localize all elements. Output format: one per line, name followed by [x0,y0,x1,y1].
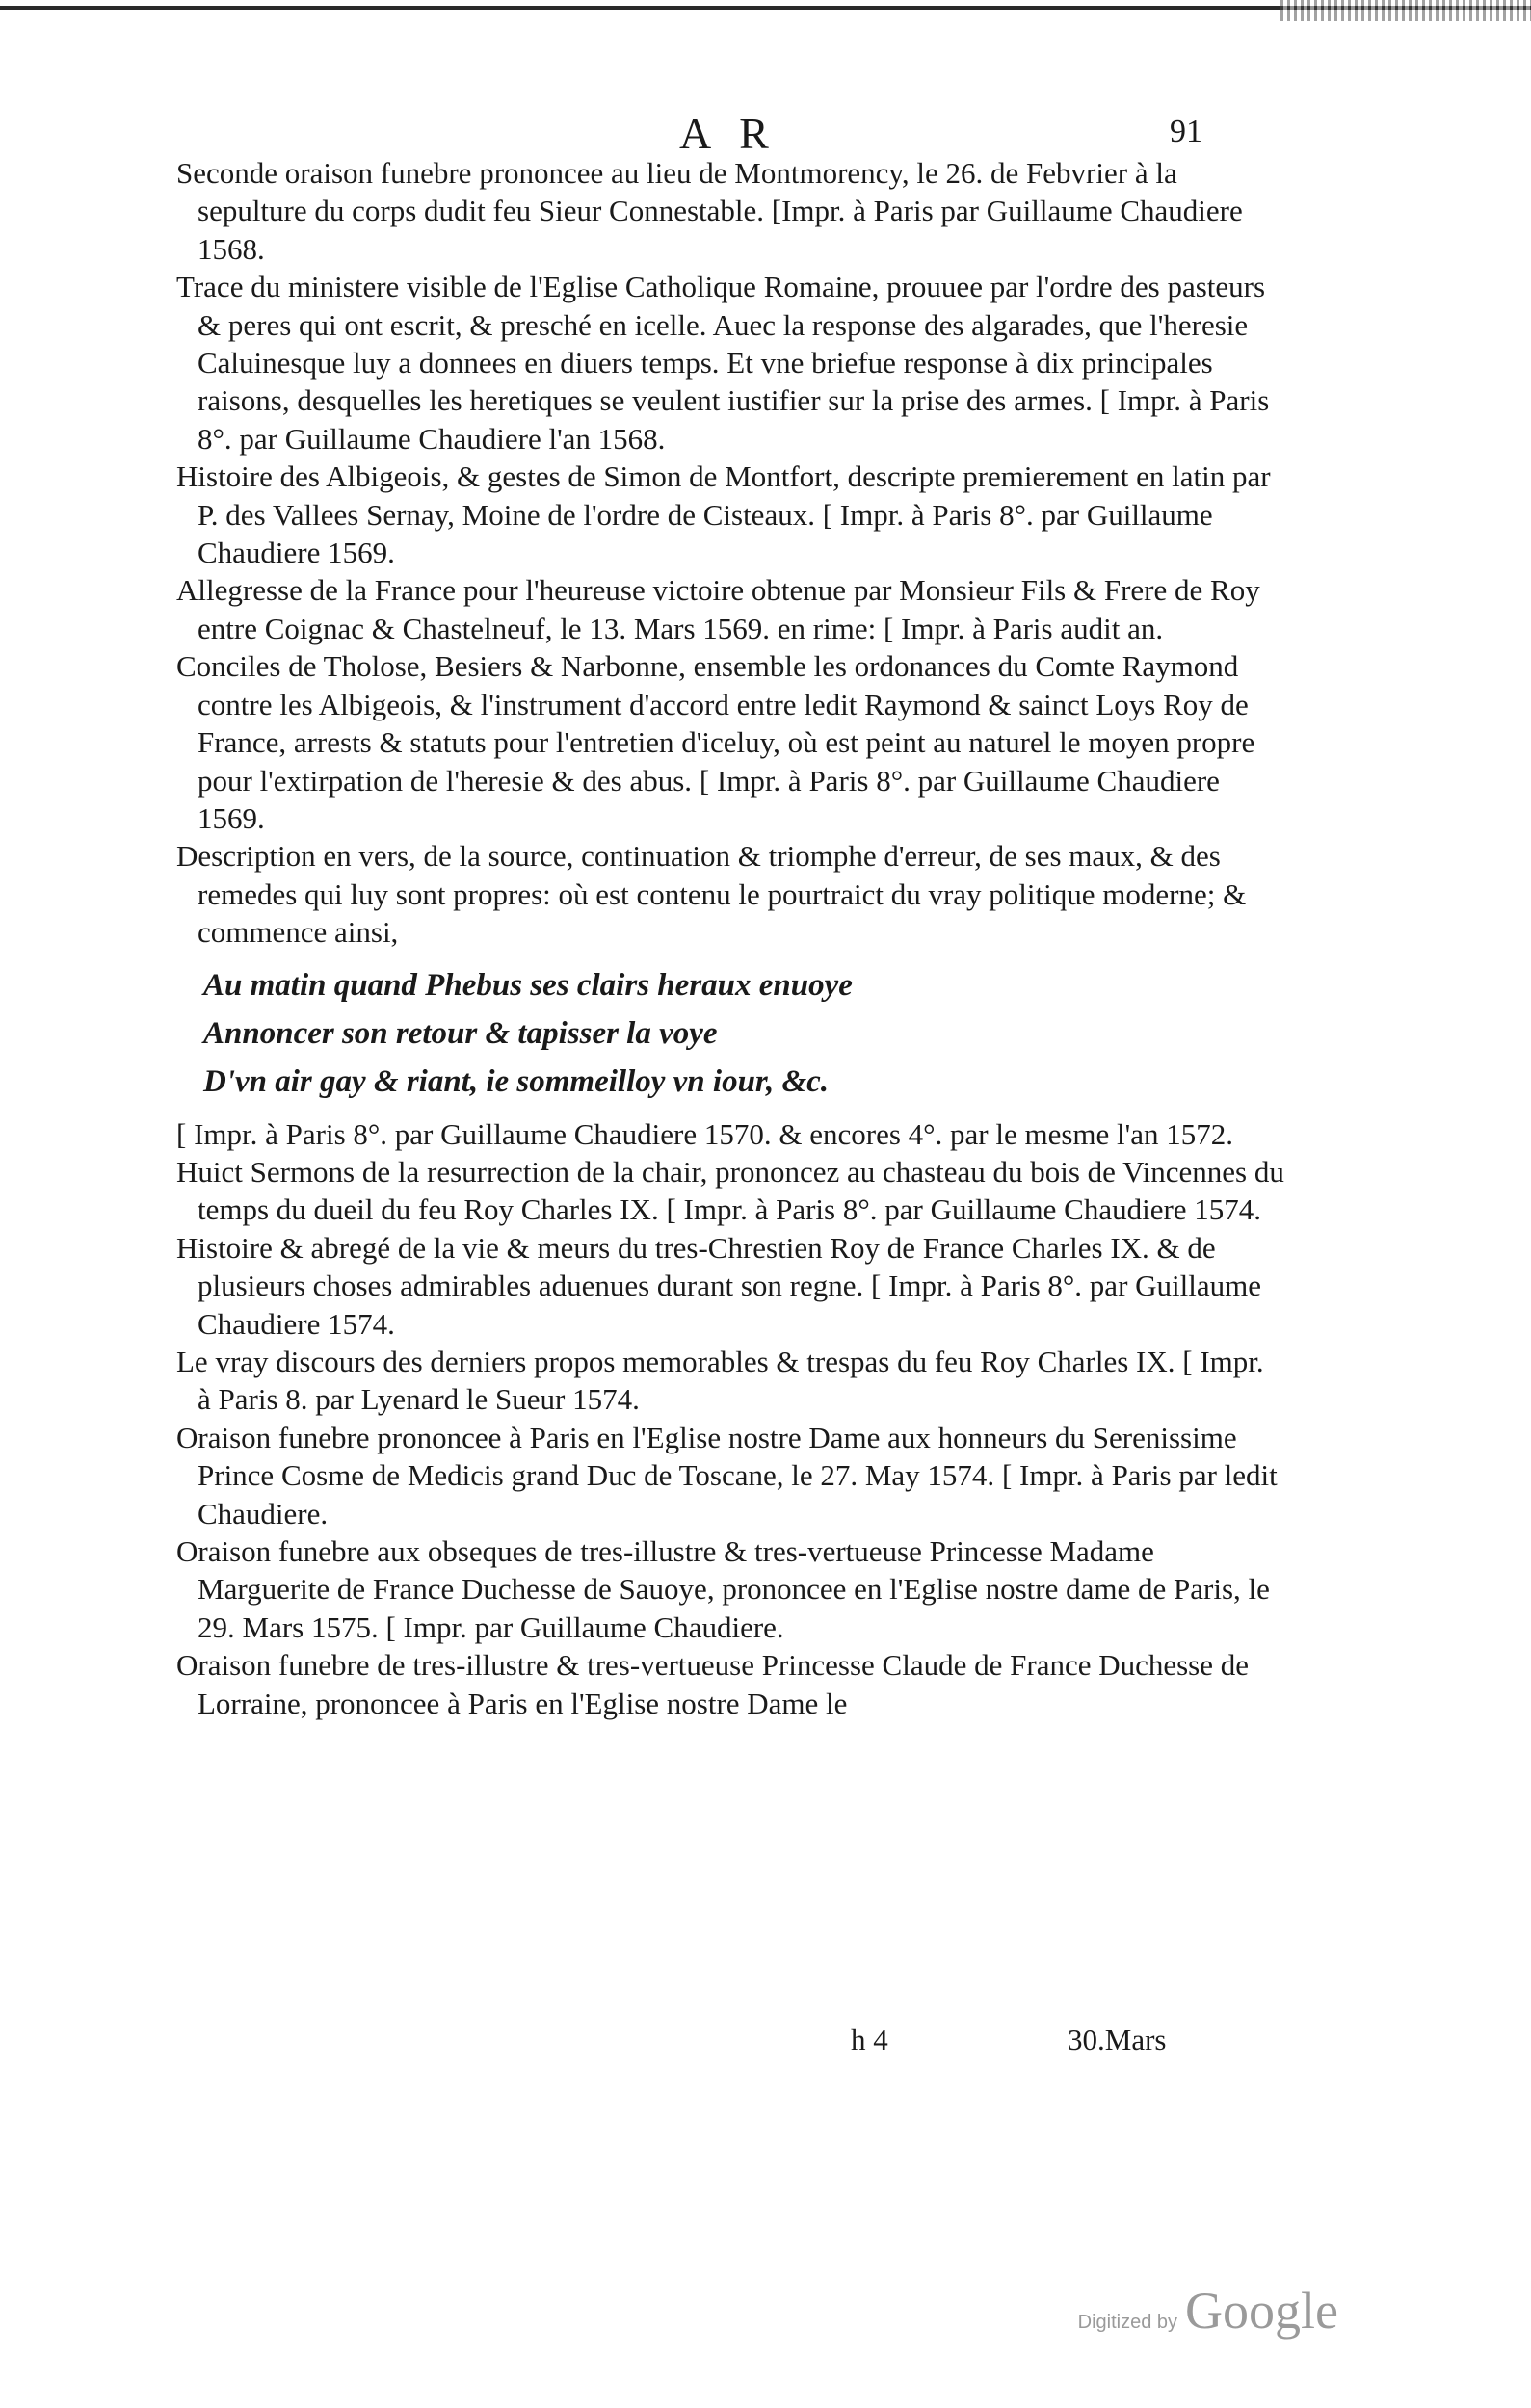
entry-imprint: [ Impr. à Paris 8°. par Guillaume Chaudiere 1570. & encores 4°. par le mesme l'an 1572. [176,1116,1234,1151]
catalog-entry [176,837,1284,951]
catalog-text [176,154,1284,1722]
entry-title: Huict Sermons de la resurrection de la chair, prononcez au chasteau du bois de Vincennes du temps du dueil du feu Roy Charles IX. [176,1154,1284,1227]
verse-quotation [203,961,1284,1106]
catalog-entry [176,1646,1284,1722]
entry-title: Conciles de Tholose, Besiers & Narbonne, ensemble les ordonances du Comte Raymond contre les Albigeois, & l'instrument d'accord entre ledit Raymond & sainct Loys Roy de France, arrests & statuts pour l'entretien d'iceluy, où est peint au naturel le moyen propre pour l'extirpation de l'heresie & des abus. [176,649,1255,798]
verse-line: Annoncer son retour & tapisser la voye [203,1015,718,1051]
catalog-entry [176,571,1284,647]
page-footer [176,2023,1284,2071]
catalog-entry [176,268,1284,458]
entry-imprint: [ Impr. à Paris 8°. par Guillaume Chaudiere 1569. [198,763,1220,835]
entry-title: Seconde oraison funebre prononcee au lieu de Montmorency, le 26. de Febvrier à la sepulture du corps dudit feu Sieur Connestable. [176,156,1177,228]
entry-imprint: [ Impr. par Guillaume Chaudiere. [385,1610,784,1644]
entry-imprint: [ Impr. à Paris 8°. par Guillaume Chaudiere l'an 1568. [198,383,1270,456]
digitized-watermark [1078,2281,1338,2341]
top-rule [0,0,1531,25]
catalog-entry [176,1343,1284,1419]
entry-imprint: [ Impr. à Paris 8°. par Guillaume Chaudiere 1574. [666,1192,1262,1227]
signature-mark: h 4 [851,2023,888,2056]
verse-line: Au matin quand Phebus ses clairs heraux enuoye [203,967,853,1003]
catchword: 30.Mars [1068,2023,1167,2056]
running-head: A R [679,109,779,158]
entry-imprint: [Impr. à Paris par Guillaume Chaudiere 1568. [198,194,1243,266]
catalog-entry [176,1229,1284,1343]
page-number: 91 [1170,114,1202,149]
entry-imprint: [ Impr. à Paris 8. par Lyenard le Sueur 1574. [198,1344,1264,1417]
entry-title: Allegresse de la France pour l'heureuse victoire obtenue par Monsieur Fils & Frere de Roy entre Coignac & Chastelneuf, le 13. Mars 1569. en rime: [176,573,1260,645]
entry-title: Histoire & abregé de la vie & meurs du tres-Chrestien Roy de France Charles IX. & de plusieurs choses admirables aduenues durant son regne. [176,1230,1216,1303]
entry-title: Oraison funebre aux obseques de tres-illustre & tres-vertueuse Princesse Madame Marguerite de France Duchesse de Sauoye, prononcee en l'Eglise nostre dame de Paris, le 29. Mars 1575. [176,1534,1270,1644]
entry-title: Histoire des Albigeois, & gestes de Simon de Montfort, descripte premierement en latin par P. des Vallees Sernay, Moine de l'ordre de Cisteaux. [176,459,1271,532]
entry-title: Oraison funebre prononcee à Paris en l'Eglise nostre Dame aux honneurs du Serenissime Prince Cosme de Medicis grand Duc de Toscane, le 27. May 1574. [176,1420,1237,1493]
entry-title: Oraison funebre de tres-illustre & tres-vertueuse Princesse Claude de France Duchesse de Lorraine, prononcee à Paris en l'Eglise nostre Dame le [176,1648,1250,1720]
catalog-entry [176,647,1284,837]
catalog-entry [176,1419,1284,1532]
catalog-entry [176,1115,1284,1153]
google-logo: Google [1185,2282,1338,2340]
entry-imprint: [ Impr. à Paris par ledit Chaudiere. [198,1458,1278,1531]
entry-imprint: [ Impr. à Paris audit an. [883,611,1164,645]
digitized-by-label: Digitized by [1077,2312,1178,2333]
entry-title: Description en vers, de la source, continuation & triomphe d'erreur, de ses maux, & des remedes qui luy sont propres: où est contenu le pourtraict du vray politique moderne; & commence ainsi, [176,839,1247,950]
verse-line: D'vn air gay & riant, ie sommeilloy vn iour, &c. [203,1063,830,1099]
catalog-entry [176,1532,1284,1646]
catalog-entry [176,458,1284,571]
entry-title: Trace du ministere visible de l'Eglise Catholique Romaine, prouuee par l'ordre des pasteurs & peres qui ont escrit, & presché en icelle. Auec la response des algarades, que l'heresie Caluinesque luy a donnees en diuers temps. Et vne briefue response à dix principales raisons, desquelles les heretiques se veulent iustifier sur la prise des armes. [176,270,1266,418]
entry-title: Le vray discours des derniers propos memorables & trespas du feu Roy Charles IX. [176,1344,1175,1378]
entry-imprint: [ Impr. à Paris 8°. par Guillaume Chaudiere 1574. [198,1269,1261,1341]
catalog-entry [176,1153,1284,1229]
catalog-entry [176,154,1284,268]
entry-imprint: [ Impr. à Paris 8°. par Guillaume Chaudiere 1569. [198,497,1213,570]
